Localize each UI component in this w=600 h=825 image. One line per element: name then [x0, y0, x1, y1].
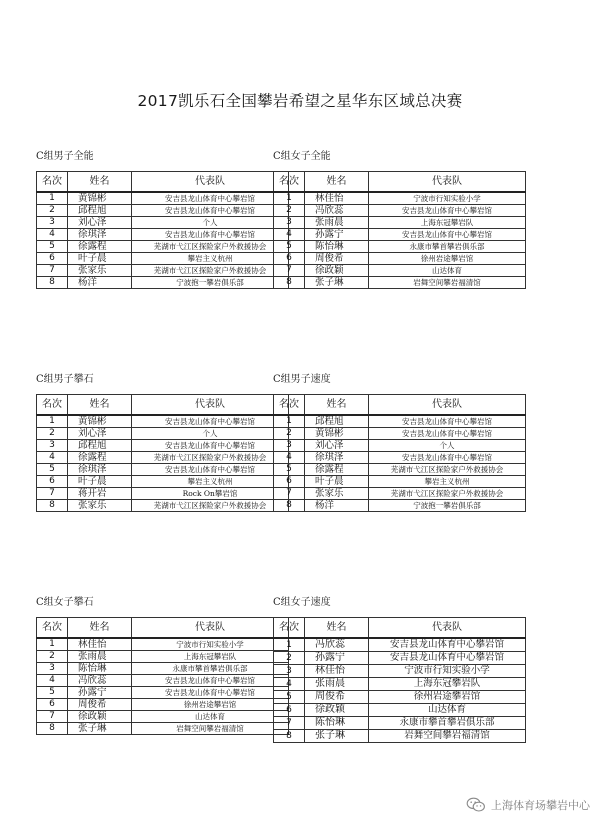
- athlete-name-cell: 邱程旭: [68, 205, 132, 217]
- rank-column-header: 名次: [274, 172, 305, 193]
- athlete-name-cell: 张家乐: [305, 488, 369, 500]
- team-cell: 芜湖市弋江区探险家户外救援协会: [132, 265, 289, 277]
- team-cell: 岩舞空间攀岩福清馆: [132, 723, 289, 735]
- team-cell: 安吉县龙山体育中心攀岩馆: [132, 205, 289, 217]
- table-header-row: [37, 172, 289, 193]
- team-cell: 安吉县龙山体育中心攀岩馆: [132, 192, 289, 205]
- table-row: [274, 265, 526, 277]
- rank-cell: 8: [274, 730, 305, 743]
- rank-cell: 1: [274, 192, 305, 205]
- team-cell: 个人: [132, 217, 289, 229]
- table-row: [274, 704, 526, 717]
- team-cell: 上海东冠攀岩队: [132, 651, 289, 663]
- athlete-name-cell: 徐琪泽: [68, 229, 132, 241]
- rank-cell: 2: [37, 428, 68, 440]
- table-row: [274, 452, 526, 464]
- team-cell: 攀岩主义杭州: [132, 476, 289, 488]
- rank-cell: 7: [274, 488, 305, 500]
- rank-cell: 5: [37, 241, 68, 253]
- results-table: [36, 171, 289, 289]
- table-row: [274, 488, 526, 500]
- athlete-name-cell: 刘心泽: [68, 217, 132, 229]
- rank-cell: 4: [37, 452, 68, 464]
- team-cell: 永康市攀首攀岩俱乐部: [369, 241, 526, 253]
- athlete-name-cell: 杨洋: [305, 500, 369, 512]
- athlete-name-cell: 徐政颖: [68, 711, 132, 723]
- table-row: [274, 205, 526, 217]
- athlete-name-cell: 张子琳: [305, 730, 369, 743]
- team-column-header: 代表队: [369, 172, 526, 193]
- athlete-name-cell: 张家乐: [68, 500, 132, 512]
- table-row: [37, 253, 289, 265]
- team-cell: 安吉县龙山体育中心攀岩馆: [132, 440, 289, 452]
- watermark: [466, 797, 590, 813]
- name-column-header: 姓名: [305, 172, 369, 193]
- rank-cell: 6: [37, 476, 68, 488]
- rank-cell: 2: [37, 651, 68, 663]
- table-row: [274, 192, 526, 205]
- table-row: [37, 464, 289, 476]
- rank-cell: 4: [274, 678, 305, 691]
- table-row: [274, 678, 526, 691]
- athlete-name-cell: 徐露程: [305, 464, 369, 476]
- rank-cell: 8: [37, 277, 68, 289]
- team-cell: 山达体育: [369, 265, 526, 277]
- section-heading: C组女子攀石: [36, 597, 94, 608]
- results-table: [36, 617, 289, 735]
- athlete-name-cell: 冯欣蕊: [305, 638, 369, 652]
- table-row: [37, 205, 289, 217]
- name-column-header: 姓名: [68, 395, 132, 416]
- team-cell: 芜湖市弋江区探险家户外救援协会: [369, 488, 526, 500]
- rank-cell: 5: [37, 464, 68, 476]
- rank-cell: 3: [274, 440, 305, 452]
- table-row: [37, 192, 289, 205]
- wechat-icon: [466, 797, 486, 813]
- table-row: [37, 675, 289, 687]
- athlete-name-cell: 徐露程: [68, 241, 132, 253]
- athlete-name-cell: 孙露宁: [305, 652, 369, 665]
- table-row: [37, 663, 289, 675]
- athlete-name-cell: 黄锦彬: [68, 192, 132, 205]
- team-cell: 安吉县龙山体育中心攀岩馆: [369, 652, 526, 665]
- table-row: [37, 265, 289, 277]
- table-header-row: [274, 618, 526, 639]
- athlete-name-cell: 徐琪泽: [68, 464, 132, 476]
- results-table: [273, 171, 526, 289]
- team-cell: 山达体育: [369, 704, 526, 717]
- name-column-header: 姓名: [68, 618, 132, 639]
- team-column-header: 代表队: [369, 395, 526, 416]
- table-row: [37, 651, 289, 663]
- athlete-name-cell: 黄锦彬: [305, 428, 369, 440]
- table-row: [274, 229, 526, 241]
- section-heading: C组男子速度: [273, 374, 331, 385]
- team-cell: 安吉县龙山体育中心攀岩馆: [369, 415, 526, 428]
- athlete-name-cell: 张子琳: [68, 723, 132, 735]
- table-row: [274, 253, 526, 265]
- team-cell: 山达体育: [132, 711, 289, 723]
- section-heading: C组男子全能: [36, 151, 94, 162]
- team-cell: 安吉县龙山体育中心攀岩馆: [369, 229, 526, 241]
- table-row: [37, 500, 289, 512]
- team-cell: 安吉县龙山体育中心攀岩馆: [132, 464, 289, 476]
- team-cell: 永康市攀首攀岩俱乐部: [132, 663, 289, 675]
- team-cell: 安吉县龙山体育中心攀岩馆: [369, 428, 526, 440]
- table-row: [274, 428, 526, 440]
- athlete-name-cell: 徐政颖: [305, 704, 369, 717]
- table-row: [37, 217, 289, 229]
- team-cell: 攀岩主义杭州: [132, 253, 289, 265]
- rank-cell: 2: [274, 205, 305, 217]
- section-heading: C组男子攀石: [36, 374, 94, 385]
- rank-cell: 7: [274, 717, 305, 730]
- team-cell: Rock On攀岩馆: [132, 488, 289, 500]
- rank-cell: 1: [37, 415, 68, 428]
- athlete-name-cell: 黄锦彬: [68, 415, 132, 428]
- team-cell: 芜湖市弋江区探险家户外救援协会: [132, 452, 289, 464]
- athlete-name-cell: 邱程旭: [68, 440, 132, 452]
- page-title: 2017凯乐石全国攀岩希望之星华东区域总决赛: [137, 92, 463, 110]
- rank-cell: 1: [274, 415, 305, 428]
- team-cell: 岩舞空间攀岩福清馆: [369, 730, 526, 743]
- rank-column-header: 名次: [37, 395, 68, 416]
- team-cell: 徐州岩途攀岩馆: [369, 253, 526, 265]
- section-c-boys-combined: [36, 150, 289, 289]
- team-cell: 宁波市行知实验小学: [369, 665, 526, 678]
- name-column-header: 姓名: [305, 618, 369, 639]
- name-column-header: 姓名: [305, 395, 369, 416]
- rank-cell: 8: [274, 500, 305, 512]
- athlete-name-cell: 陈怡琳: [305, 241, 369, 253]
- team-cell: 安吉县龙山体育中心攀岩馆: [132, 229, 289, 241]
- athlete-name-cell: 陈怡琳: [68, 663, 132, 675]
- rank-column-header: 名次: [274, 618, 305, 639]
- rank-cell: 1: [37, 638, 68, 651]
- athlete-name-cell: 张雨晨: [68, 651, 132, 663]
- athlete-name-cell: 徐政颖: [305, 265, 369, 277]
- team-cell: 芜湖市弋江区探险家户外救援协会: [132, 500, 289, 512]
- table-row: [37, 711, 289, 723]
- athlete-name-cell: 叶子晨: [68, 253, 132, 265]
- team-cell: 上海东冠攀岩队: [369, 678, 526, 691]
- athlete-name-cell: 徐琪泽: [305, 452, 369, 464]
- table-row: [274, 476, 526, 488]
- table-row: [37, 277, 289, 289]
- results-table: [273, 617, 526, 743]
- table-header-row: [274, 172, 526, 193]
- rank-cell: 3: [37, 217, 68, 229]
- rank-column-header: 名次: [37, 618, 68, 639]
- team-cell: 安吉县龙山体育中心攀岩馆: [132, 675, 289, 687]
- rank-cell: 5: [274, 241, 305, 253]
- team-column-header: 代表队: [369, 618, 526, 639]
- rank-column-header: 名次: [37, 172, 68, 193]
- rank-column-header: 名次: [274, 395, 305, 416]
- table-row: [37, 699, 289, 711]
- section-heading: C组女子速度: [273, 597, 331, 608]
- athlete-name-cell: 林佳怡: [305, 192, 369, 205]
- rank-cell: 1: [37, 192, 68, 205]
- team-cell: 个人: [369, 440, 526, 452]
- team-cell: 岩舞空间攀岩福清馆: [369, 277, 526, 289]
- athlete-name-cell: 周俊希: [305, 691, 369, 704]
- team-cell: 徐州岩途攀岩馆: [132, 699, 289, 711]
- team-cell: 宁波市行知实验小学: [369, 192, 526, 205]
- team-cell: 永康市攀首攀岩俱乐部: [369, 717, 526, 730]
- rank-cell: 3: [274, 217, 305, 229]
- table-row: [274, 691, 526, 704]
- athlete-name-cell: 林佳怡: [305, 665, 369, 678]
- section-c-girls-speed: [273, 596, 526, 743]
- athlete-name-cell: 张子琳: [305, 277, 369, 289]
- team-column-header: 代表队: [132, 172, 289, 193]
- team-cell: 宁波抱一攀岩俱乐部: [132, 277, 289, 289]
- section-c-boys-bouldering: [36, 373, 289, 512]
- rank-cell: 4: [274, 452, 305, 464]
- athlete-name-cell: 冯欣蕊: [68, 675, 132, 687]
- results-table: [273, 394, 526, 512]
- table-row: [37, 687, 289, 699]
- rank-cell: 1: [274, 638, 305, 652]
- rank-cell: 7: [274, 265, 305, 277]
- athlete-name-cell: 邱程旭: [305, 415, 369, 428]
- athlete-name-cell: 刘心泽: [68, 428, 132, 440]
- watermark-text: 上海体育场攀岩中心: [491, 799, 590, 812]
- athlete-name-cell: 杨洋: [68, 277, 132, 289]
- table-row: [274, 730, 526, 743]
- table-row: [274, 217, 526, 229]
- team-cell: 徐州岩途攀岩馆: [369, 691, 526, 704]
- table-row: [274, 638, 526, 652]
- rank-cell: 8: [37, 500, 68, 512]
- table-row: [274, 717, 526, 730]
- athlete-name-cell: 孙露宁: [68, 687, 132, 699]
- table-row: [37, 440, 289, 452]
- athlete-name-cell: 林佳怡: [68, 638, 132, 651]
- rank-cell: 2: [274, 428, 305, 440]
- team-column-header: 代表队: [132, 618, 289, 639]
- athlete-name-cell: 张雨晨: [305, 217, 369, 229]
- rank-cell: 5: [37, 687, 68, 699]
- team-cell: 攀岩主义杭州: [369, 476, 526, 488]
- team-cell: 安吉县龙山体育中心攀岩馆: [369, 452, 526, 464]
- table-row: [274, 277, 526, 289]
- athlete-name-cell: 陈怡琳: [305, 717, 369, 730]
- rank-cell: 6: [274, 704, 305, 717]
- table-header-row: [37, 618, 289, 639]
- athlete-name-cell: 张雨晨: [305, 678, 369, 691]
- rank-cell: 3: [37, 663, 68, 675]
- rank-cell: 8: [37, 723, 68, 735]
- rank-cell: 2: [37, 205, 68, 217]
- team-cell: 上海东冠攀岩队: [369, 217, 526, 229]
- rank-cell: 8: [274, 277, 305, 289]
- athlete-name-cell: 周俊希: [68, 699, 132, 711]
- rank-cell: 4: [37, 229, 68, 241]
- section-c-boys-speed: [273, 373, 526, 512]
- table-row: [274, 464, 526, 476]
- table-row: [274, 415, 526, 428]
- table-row: [37, 229, 289, 241]
- table-header-row: [274, 395, 526, 416]
- rank-cell: 2: [274, 652, 305, 665]
- table-row: [274, 241, 526, 253]
- rank-cell: 6: [274, 476, 305, 488]
- athlete-name-cell: 周俊希: [305, 253, 369, 265]
- rank-cell: 4: [37, 675, 68, 687]
- team-cell: 安吉县龙山体育中心攀岩馆: [369, 638, 526, 652]
- athlete-name-cell: 徐露程: [68, 452, 132, 464]
- table-row: [37, 476, 289, 488]
- rank-cell: 5: [274, 691, 305, 704]
- results-table: [36, 394, 289, 512]
- athlete-name-cell: 冯欣蕊: [305, 205, 369, 217]
- team-cell: 安吉县龙山体育中心攀岩馆: [369, 205, 526, 217]
- section-c-girls-combined: [273, 150, 526, 289]
- team-cell: 宁波抱一攀岩俱乐部: [369, 500, 526, 512]
- athlete-name-cell: 叶子晨: [305, 476, 369, 488]
- rank-cell: 7: [37, 265, 68, 277]
- athlete-name-cell: 孙露宁: [305, 229, 369, 241]
- name-column-header: 姓名: [68, 172, 132, 193]
- team-cell: 芜湖市弋江区探险家户外救援协会: [369, 464, 526, 476]
- rank-cell: 6: [37, 699, 68, 711]
- rank-cell: 7: [37, 711, 68, 723]
- rank-cell: 3: [37, 440, 68, 452]
- table-row: [37, 452, 289, 464]
- team-cell: 宁波市行知实验小学: [132, 638, 289, 651]
- table-row: [37, 488, 289, 500]
- table-row: [274, 500, 526, 512]
- athlete-name-cell: 刘心泽: [305, 440, 369, 452]
- rank-cell: 6: [274, 253, 305, 265]
- athlete-name-cell: 张家乐: [68, 265, 132, 277]
- table-row: [37, 723, 289, 735]
- table-header-row: [37, 395, 289, 416]
- team-cell: 安吉县龙山体育中心攀岩馆: [132, 415, 289, 428]
- section-heading: C组女子全能: [273, 151, 331, 162]
- rank-cell: 6: [37, 253, 68, 265]
- athlete-name-cell: 叶子晨: [68, 476, 132, 488]
- table-row: [274, 665, 526, 678]
- team-cell: 安吉县龙山体育中心攀岩馆: [132, 687, 289, 699]
- table-row: [37, 638, 289, 651]
- rank-cell: 3: [274, 665, 305, 678]
- team-column-header: 代表队: [132, 395, 289, 416]
- rank-cell: 5: [274, 464, 305, 476]
- table-row: [37, 428, 289, 440]
- rank-cell: 7: [37, 488, 68, 500]
- rank-cell: 4: [274, 229, 305, 241]
- team-cell: 个人: [132, 428, 289, 440]
- team-cell: 芜湖市弋江区探险家户外救援协会: [132, 241, 289, 253]
- athlete-name-cell: 蒋开岩: [68, 488, 132, 500]
- table-row: [274, 652, 526, 665]
- section-c-girls-bouldering: [36, 596, 289, 735]
- table-row: [37, 415, 289, 428]
- table-row: [274, 440, 526, 452]
- table-row: [37, 241, 289, 253]
